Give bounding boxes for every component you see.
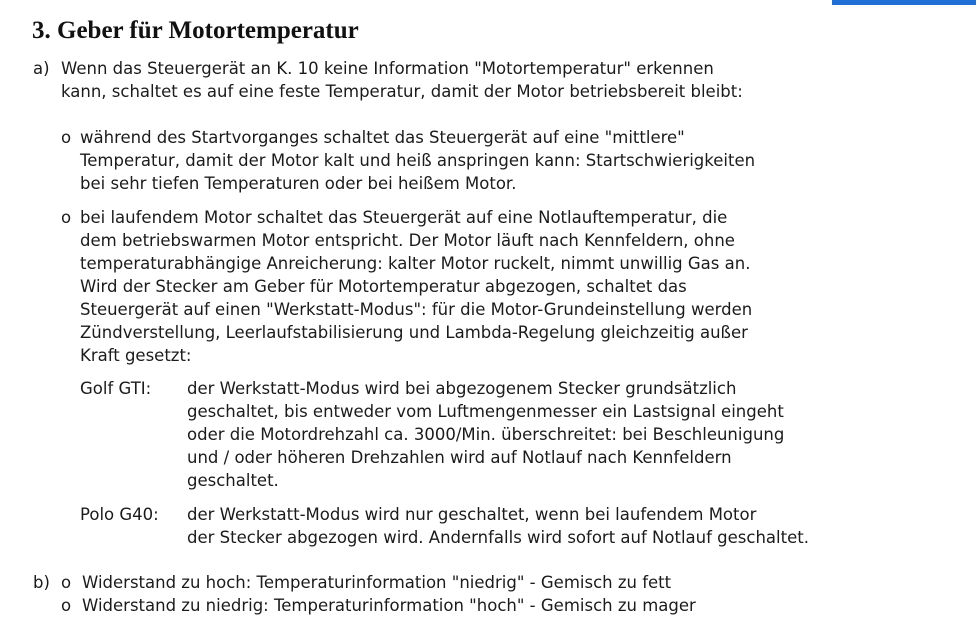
golf-gti-line-3: oder die Motordrehzahl ca. 3000/Min. überschreitet: bei Beschleunigung xyxy=(187,425,785,444)
section-b-item-2-marker: o xyxy=(61,596,72,615)
polo-g40-label: Polo G40: xyxy=(80,505,159,524)
golf-gti-line-1: der Werkstatt-Modus wird bei abgezogenem Stecker grundsätzlich xyxy=(187,379,737,398)
bullet-2-line-6: Zündverstellung, Leerlaufstabilisierung und Lambda-Regelung gleichzeitig außer xyxy=(80,323,748,342)
bullet-2-line-4: Wird der Stecker am Geber für Motortemperatur abgezogen, schaltet das xyxy=(80,277,687,296)
bullet-2-line-2: dem betriebswarmen Motor entspricht. Der Motor läuft nach Kennfeldern, ohne xyxy=(80,231,735,250)
section-b-item-2-text: Widerstand zu niedrig: Temperaturinformation "hoch" - Gemisch zu mager xyxy=(82,596,696,615)
section-a-marker: a) xyxy=(33,59,50,78)
section-b-item-1-marker: o xyxy=(61,573,72,592)
golf-gti-line-2: geschaltet, bis entweder vom Luftmengenmesser ein Lastsignal eingeht xyxy=(187,402,784,421)
bullet-2-marker: o xyxy=(61,208,72,227)
section-a-intro-line-1: Wenn das Steuergerät an K. 10 keine Information "Motortemperatur" erkennen xyxy=(61,59,714,78)
section-b-marker: b) xyxy=(33,573,50,592)
bullet-1-line-2: Temperatur, damit der Motor kalt und heiß anspringen kann: Startschwierigkeiten xyxy=(80,151,756,170)
section-a-intro-line-2: kann, schaltet es auf eine feste Temperatur, damit der Motor betriebsbereit bleibt: xyxy=(61,82,743,101)
bullet-2-line-3: temperaturabhängige Anreicherung: kalter Motor ruckelt, nimmt unwillig Gas an. xyxy=(80,254,751,273)
corner-accent-bar xyxy=(832,0,976,5)
polo-g40-line-1: der Werkstatt-Modus wird nur geschaltet, wenn bei laufendem Motor xyxy=(187,505,757,524)
section-b-item-1-text: Widerstand zu hoch: Temperaturinformation "niedrig" - Gemisch zu fett xyxy=(82,573,672,592)
polo-g40-line-2: der Stecker abgezogen wird. Andernfalls wird sofort auf Notlauf geschaltet. xyxy=(187,528,809,547)
bullet-2-line-7: Kraft gesetzt: xyxy=(80,346,192,365)
bullet-2-line-1: bei laufendem Motor schaltet das Steuergerät auf eine Notlauftemperatur, die xyxy=(80,208,728,227)
bullet-1-line-3: bei sehr tiefen Temperaturen oder bei heißem Motor. xyxy=(80,174,517,193)
golf-gti-line-4: und / oder höheren Drehzahlen wird auf Notlauf nach Kennfeldern xyxy=(187,448,732,467)
bullet-1-line-1: während des Startvorganges schaltet das Steuergerät auf eine "mittlere" xyxy=(80,128,685,147)
golf-gti-line-5: geschaltet. xyxy=(187,471,279,490)
golf-gti-label: Golf GTI: xyxy=(80,379,152,398)
section-heading: 3. Geber für Motortemperatur xyxy=(32,17,359,44)
bullet-1-marker: o xyxy=(61,128,72,147)
bullet-2-line-5: Steuergerät auf einen "Werkstatt-Modus": für die Motor-Grundeinstellung werden xyxy=(80,300,753,319)
